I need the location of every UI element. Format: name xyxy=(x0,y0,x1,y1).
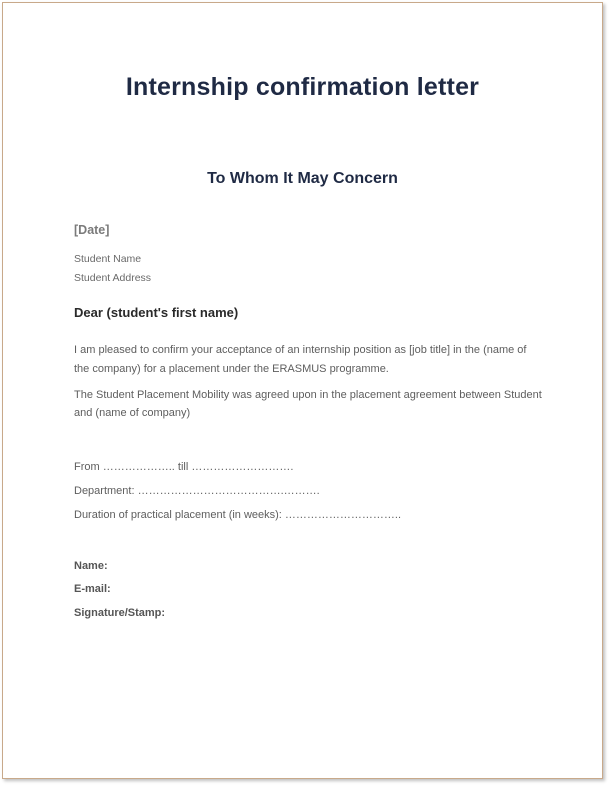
letter-title: Internship confirmation letter xyxy=(125,73,480,101)
salutation-heading: To Whom It May Concern xyxy=(207,170,398,187)
duration-line: Duration of practical placement (in weeks): ………………………….. xyxy=(74,509,402,521)
signature-label: Signature/Stamp: xyxy=(74,607,166,619)
paragraph2-line2: and (name of company) xyxy=(74,407,191,419)
from-line: From ……………….. till ………………………. xyxy=(74,461,294,473)
letter-page xyxy=(2,2,603,779)
dear-line: Dear (student's first name) xyxy=(74,305,239,320)
name-label: Name: xyxy=(74,560,108,572)
department-line: Department: ………………………………….………. xyxy=(74,485,320,497)
paragraph1-line2: the company) for a placement under the ERASMUS programme. xyxy=(74,363,389,375)
email-label: E-mail: xyxy=(74,583,111,595)
paragraph2-line1: The Student Placement Mobility was agreed upon in the placement agreement between Student xyxy=(74,389,542,401)
student-name: Student Name xyxy=(74,253,142,265)
student-address: Student Address xyxy=(74,272,152,284)
paragraph1-line1: I am pleased to confirm your acceptance of an internship position as [job title] in the (name of xyxy=(74,344,527,356)
date-placeholder: [Date] xyxy=(74,223,110,237)
